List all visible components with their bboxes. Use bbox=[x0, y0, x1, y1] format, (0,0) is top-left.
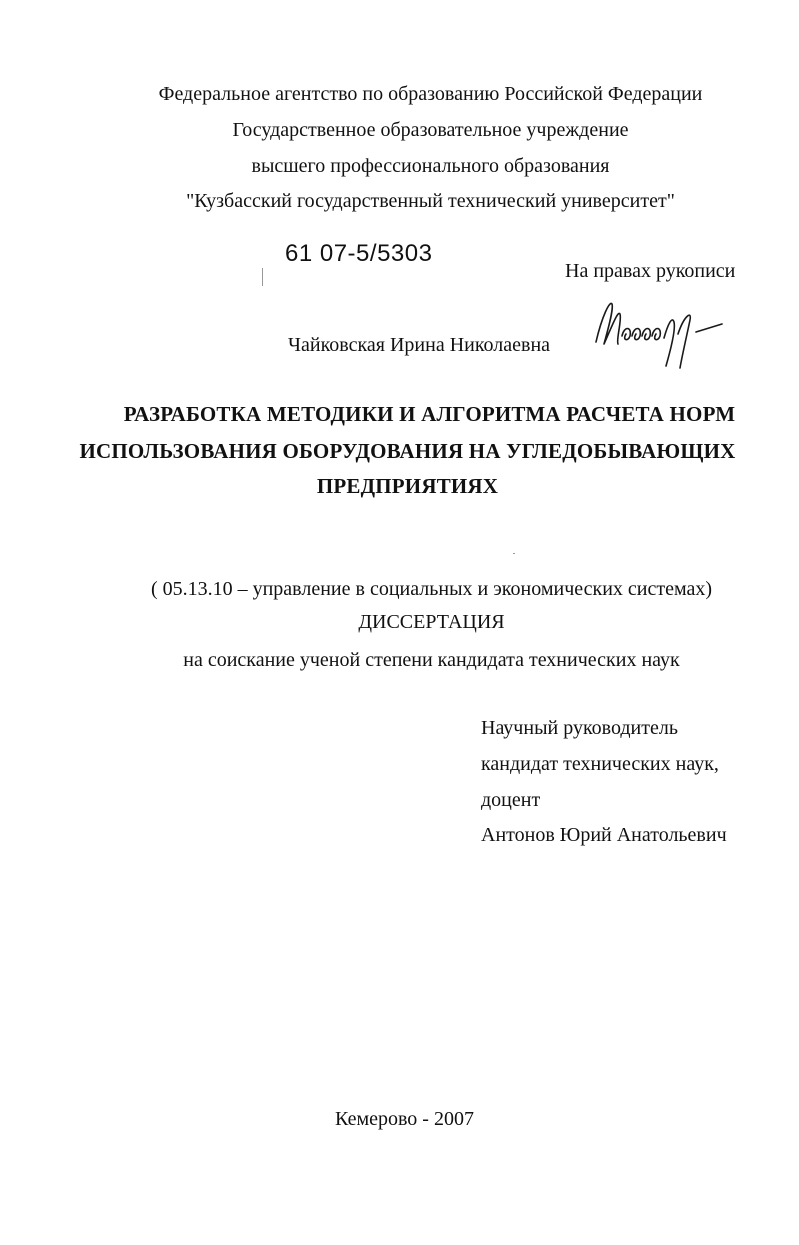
supervisor-title: доцент bbox=[481, 789, 541, 811]
title-line-1: РАЗРАБОТКА МЕТОДИКИ И АЛГОРИТМА РАСЧЕТА НОРМ bbox=[123, 402, 736, 426]
title-line-2: ИСПОЛЬЗОВАНИЯ ОБОРУДОВАНИЯ НА УГЛЕДОБЫВАЮЩИХ bbox=[79, 439, 736, 463]
rights-note: На правах рукописи bbox=[565, 260, 736, 282]
institution-type-line: Государственное образовательное учреждение bbox=[232, 119, 629, 141]
degree-line: на соискание ученой степени кандидата технических наук bbox=[183, 649, 680, 671]
scan-speck bbox=[513, 553, 515, 554]
supervisor-role: Научный руководитель bbox=[481, 717, 678, 739]
city-year: Кемерово - 2007 bbox=[335, 1108, 474, 1130]
university-line: "Кузбасский государственный технический университет" bbox=[186, 190, 675, 212]
specialty-line: ( 05.13.10 – управление в социальных и экономических системах) bbox=[150, 578, 713, 600]
doc-type: ДИССЕРТАЦИЯ bbox=[358, 611, 505, 633]
library-stamp-number: 61 07-5/5303 bbox=[285, 240, 433, 267]
education-level-line: высшего профессионального образования bbox=[251, 155, 610, 177]
supervisor-name: Антонов Юрий Анатольевич bbox=[481, 824, 727, 846]
scan-speck bbox=[262, 268, 263, 286]
supervisor-degree: кандидат технических наук, bbox=[481, 753, 719, 775]
agency-line: Федеральное агентство по образованию Российской Федерации bbox=[158, 83, 703, 105]
author-name: Чайковская Ирина Николаевна bbox=[288, 334, 551, 356]
author-signature bbox=[592, 296, 732, 372]
title-line-3: ПРЕДПРИЯТИЯХ bbox=[316, 474, 499, 498]
